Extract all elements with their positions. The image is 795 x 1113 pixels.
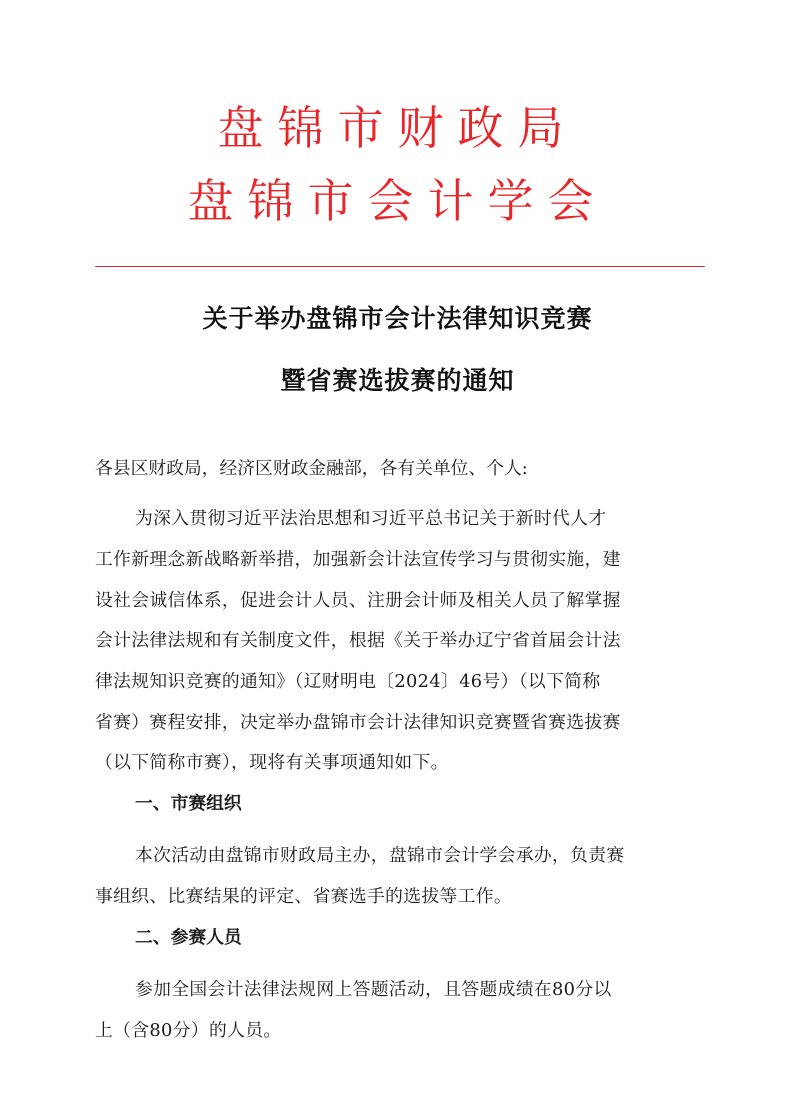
notice-title-line-2: 暨省赛选拔赛的通知: [280, 366, 515, 395]
intro-line: （以下简称市赛），现将有关事项通知如下。: [95, 752, 449, 773]
notice-title-line-1: 关于举办盘锦市会计法律知识竞赛: [202, 304, 593, 333]
section1-line: 本次活动由盘锦市财政局主办，盘锦市会计学会承办，负责赛: [135, 845, 625, 866]
salutation: 各县区财政局，经济区财政金融部，各有关单位、个人:: [95, 458, 528, 479]
intro-line: 为深入贯彻习近平法治思想和习近平总书记关于新时代人才: [135, 508, 607, 529]
section1-line: 事组织、比赛结果的评定、省赛选手的选拔等工作。: [95, 886, 513, 907]
red-divider-line: [95, 266, 705, 267]
intro-line: 设社会诚信体系，促进会计人员、注册会计师及相关人员了解掌握: [95, 590, 621, 611]
section-heading-participants: 二、参赛人员: [135, 927, 242, 948]
issuer-name-finance-bureau: 盘锦市财政局: [217, 101, 578, 155]
section2-line: 上（含80分）的人员。: [95, 1020, 282, 1041]
section-heading-organization: 一、市赛组织: [135, 793, 242, 814]
intro-line: 工作新理念新战略新举措，加强新会计法宣传学习与贯彻实施，建: [95, 549, 621, 570]
section2-line: 参加全国会计法律法规网上答题活动，且答题成绩在80分以: [135, 979, 612, 1000]
intro-line: 会计法律法规和有关制度文件，根据《关于举办辽宁省首届会计法: [95, 630, 621, 651]
intro-line: 律法规知识竞赛的通知》（辽财明电〔2024〕46号）（以下简称: [95, 671, 601, 692]
issuer-name-accounting-society: 盘锦市会计学会: [187, 174, 608, 228]
intro-line: 省赛）赛程安排，决定举办盘锦市会计法律知识竞赛暨省赛选拔赛: [95, 712, 621, 733]
